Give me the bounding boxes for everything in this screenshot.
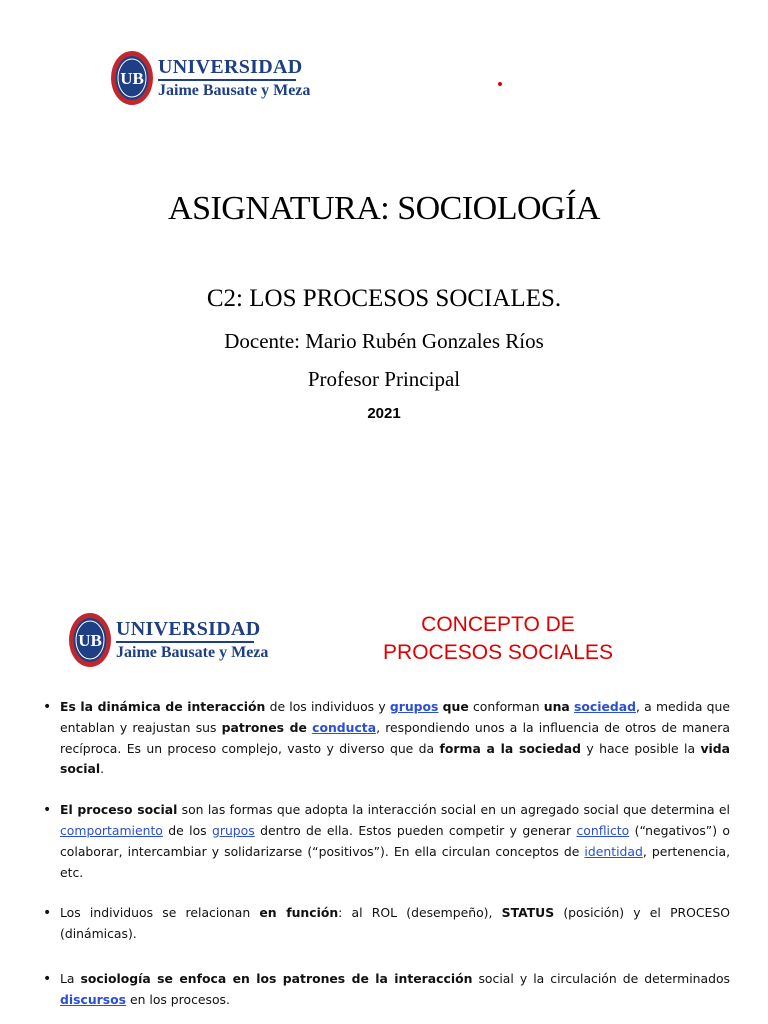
bullet-icon: • xyxy=(43,802,52,819)
link-conducta[interactable]: conducta xyxy=(312,719,377,735)
link-conflicto[interactable]: conflicto xyxy=(576,822,630,838)
logo-university-name: Jaime Bausate y Meza xyxy=(116,643,269,661)
university-seal-icon xyxy=(68,612,112,668)
bullet-item: • Los individuos se relacionan en función: al ROL (desempeño), STATUS (posición) y el PROCESO (dinámicas). xyxy=(43,905,731,942)
logo-university-name: Jaime Bausate y Meza xyxy=(158,81,311,99)
year: 2021 xyxy=(367,405,401,422)
course-title: ASIGNATURA: SOCIOLOGÍA xyxy=(168,190,600,227)
link-comportamiento[interactable]: comportamiento xyxy=(60,822,163,838)
university-seal-icon xyxy=(110,50,154,106)
university-logo-2 xyxy=(68,612,268,668)
teacher-role: Profesor Principal xyxy=(307,367,461,391)
teacher-name: Docente: Mario Rubén Gonzales Ríos xyxy=(224,329,544,353)
concept-title-line-1: CONCEPTO DE xyxy=(421,613,575,636)
link-grupos[interactable]: grupos xyxy=(389,699,439,714)
bullet-icon: • xyxy=(43,905,52,922)
logo-university-word: UNIVERSIDAD xyxy=(116,617,261,640)
bullet-item: • La sociología se enfoca en los patrones de la interacción social y la circulación de determinados discursos en los procesos. xyxy=(43,970,731,1007)
logo-divider xyxy=(158,79,296,81)
logo-university-word: UNIVERSIDAD xyxy=(158,55,303,78)
link-discursos[interactable]: discursos xyxy=(60,991,127,1007)
university-logo xyxy=(110,50,310,106)
svg-text:UB: UB xyxy=(78,631,102,650)
concept-title xyxy=(358,611,638,667)
accent-dot xyxy=(498,82,502,86)
chapter-title: C2: LOS PROCESOS SOCIALES. xyxy=(206,285,562,312)
bullet-icon: • xyxy=(43,970,52,987)
logo-divider xyxy=(116,641,254,643)
concept-bullet-list xyxy=(40,697,730,1024)
link-grupos[interactable]: grupos xyxy=(211,822,255,838)
link-identidad[interactable]: identidad xyxy=(584,843,643,859)
bullet-icon: • xyxy=(43,699,52,715)
bullet-item: • El proceso social son las formas que adopta la interacción social en un agregado social que determina el comportamiento de los grupos dentro de ella. Estos pueden competir y generar conflicto (“negativos”) o colaborar, intercambiar y solidarizarse (“positivos”). En ella circulan conceptos de identidad, pertenencia, etc. xyxy=(43,802,731,880)
link-sociedad[interactable]: sociedad xyxy=(574,699,636,714)
concept-title-line-2: PROCESOS SOCIALES xyxy=(383,641,613,664)
svg-text:UB: UB xyxy=(120,69,144,88)
bullet-item: • Es la dinámica de interacción de los individuos y grupos que conforman una sociedad, a medida que entablan y reajustan sus patrones de conducta, respondiendo unos a la influencia de otros de manera recíproca. Es un proceso complejo, vasto y diverso que da forma a la sociedad y hace posible la vida social. xyxy=(43,699,730,777)
